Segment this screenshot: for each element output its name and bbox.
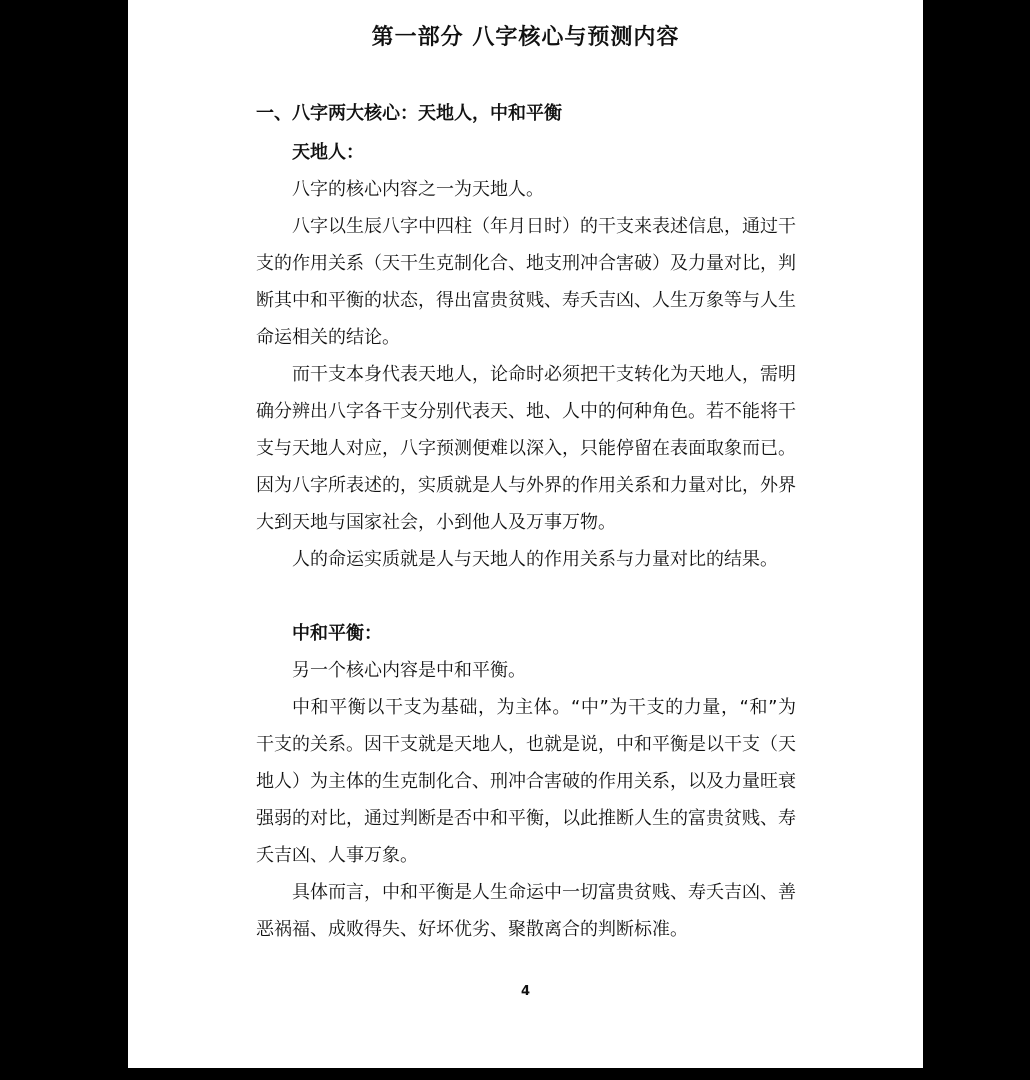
paragraph: 另一个核心内容是中和平衡。	[292, 660, 526, 681]
paragraph: 人的命运实质就是人与天地人的作用关系与力量对比的结果。	[292, 549, 778, 570]
document-page	[128, 0, 923, 1068]
paragraph: 八字的核心内容之一为天地人。	[292, 179, 544, 200]
spacer	[256, 578, 796, 615]
page-title: 第一部分 八字核心与预测内容	[371, 25, 680, 50]
paragraph: 具体而言，中和平衡是人生命运中一切富贵贫贱、寿夭吉凶、善恶祸福、成败得失、好坏优劣、聚散离合的判断标准。	[256, 882, 796, 940]
paragraph: 而干支本身代表天地人，论命时必须把干支转化为天地人，需明确分辨出八字各干支分别代表天、地、人中的何种角色。若不能将干支与天地人对应，八字预测便难以深入，只能停留在表面取象而已。因为八字所表述的，实质就是人与外界的作用关系和力量对比，外界大到天地与国家社会，小到他人及万事万物。	[256, 364, 796, 533]
page-number: 4	[520, 984, 531, 999]
paragraph: 中和平衡以干支为基础，为主体。“中”为干支的力量，“和”为干支的关系。因干支就是天地人，也就是说，中和平衡是以干支（天地人）为主体的生克制化合、刑冲合害破的作用关系，以及力量旺衰强弱的对比，通过判断是否中和平衡，以此推断人生的富贵贫贱、寿夭吉凶、人事万象。	[256, 697, 796, 866]
section-heading: 一、八字两大核心：天地人，中和平衡	[256, 103, 562, 124]
paragraph: 八字以生辰八字中四柱（年月日时）的干支来表述信息，通过干支的作用关系（天干生克制化合、地支刑冲合害破）及力量对比，判断其中和平衡的状态，得出富贵贫贱、寿夭吉凶、人生万象等与人生命运相关的结论。	[256, 216, 796, 348]
subsection-heading-tiandiren: 天地人：	[292, 142, 364, 163]
subsection-heading-zhonghe: 中和平衡：	[292, 623, 382, 644]
page-content	[256, 95, 796, 948]
